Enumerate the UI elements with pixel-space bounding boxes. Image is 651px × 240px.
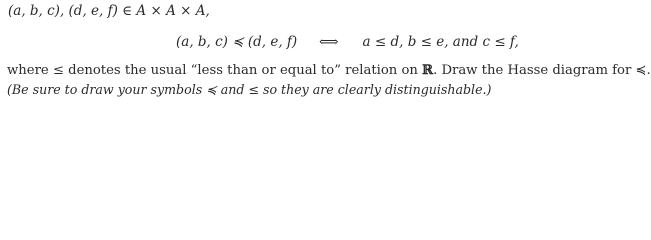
task-instruction: . Draw the Hasse diagram for ≼. (433, 63, 651, 78)
relation-definition (176, 36, 519, 50)
parenthetical-note: (Be sure to draw your symbols ≼ and ≤ so they are clearly distinguishable.) (7, 82, 492, 97)
where-clause: where ≤ denotes the usual “less than or equal to” relation on (7, 63, 423, 78)
iff-symbol: ⟺ (319, 34, 339, 50)
explanation-sentence (7, 64, 651, 77)
reals-symbol: ℝ (422, 63, 434, 78)
relation-lhs: (a, b, c) ≼ (d, e, f) (176, 34, 298, 50)
relation-rhs: a ≤ d, b ≤ e, and c ≤ f, (362, 34, 519, 50)
domain-statement: (a, b, c), (d, e, f) ∈ A × A × A, (8, 3, 210, 19)
problem-text-block (0, 0, 651, 116)
